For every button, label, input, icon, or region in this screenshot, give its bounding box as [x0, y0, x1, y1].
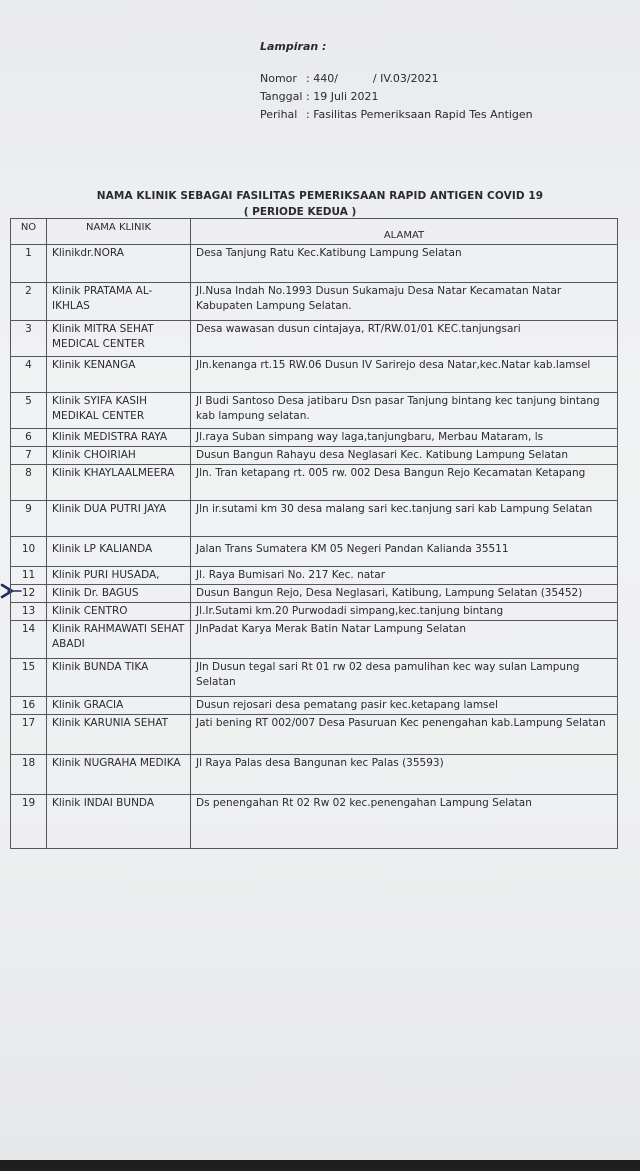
table-row — [11, 755, 618, 795]
row-number: 3 — [11, 321, 47, 357]
row-number: 6 — [11, 429, 47, 447]
table-row — [11, 585, 618, 603]
row-number: 15 — [11, 659, 47, 697]
row-number: 5 — [11, 393, 47, 429]
letter-header — [260, 38, 533, 124]
row-number: 19 — [11, 795, 47, 849]
clinic-name: Klinik SYIFA KASIH MEDIKAL CENTER — [47, 393, 191, 429]
row-number: 4 — [11, 357, 47, 393]
clinic-address: Ds penengahan Rt 02 Rw 02 kec.penengahan Lampung Selatan — [191, 795, 618, 849]
document-subtitle: ( PERIODE KEDUA ) — [243, 206, 357, 218]
table-row — [11, 321, 618, 357]
nomor-label: Nomor — [260, 72, 297, 85]
row-number: 12 — [11, 585, 47, 603]
table-row — [11, 795, 618, 849]
clinic-name: Klinik INDAI BUNDA — [47, 795, 191, 849]
table-row — [11, 715, 618, 755]
clinic-address: Jl.raya Suban simpang way laga,tanjungbaru, Merbau Mataram, ls — [191, 429, 618, 447]
clinic-address: Jln.kenanga rt.15 RW.06 Dusun IV Sarirejo desa Natar,kec.Natar kab.lamsel — [191, 357, 618, 393]
table-row — [11, 621, 618, 659]
nomor-line — [260, 70, 533, 88]
clinic-address: Desa wawasan dusun cintajaya, RT/RW.01/01 KEC.tanjungsari — [191, 321, 618, 357]
clinic-address: Jl.Ir.Sutami km.20 Purwodadi simpang,kec.tanjung bintang — [191, 603, 618, 621]
table-row — [11, 393, 618, 429]
table-row — [11, 429, 618, 447]
document-title: NAMA KLINIK SEBAGAI FASILITAS PEMERIKSAAN RAPID ANTIGEN COVID 19 — [96, 190, 544, 202]
clinic-address: Jl.Nusa Indah No.1993 Dusun Sukamaju Desa Natar Kecamatan Natar Kabupaten Lampung Selatan. — [191, 283, 618, 321]
clinic-address: Jati bening RT 002/007 Desa Pasuruan Kec penengahan kab.Lampung Selatan — [191, 715, 618, 755]
clinic-name: Klinik BUNDA TIKA — [47, 659, 191, 697]
column-header-name: NAMA KLINIK — [47, 219, 191, 245]
clinic-name: Klinik KENANGA — [47, 357, 191, 393]
row-number: 17 — [11, 715, 47, 755]
perihal-line — [260, 106, 533, 124]
table-row — [11, 465, 618, 501]
row-number: 10 — [11, 537, 47, 567]
clinic-name: Klinik MITRA SEHAT MEDICAL CENTER — [47, 321, 191, 357]
table-row — [11, 283, 618, 321]
table-row — [11, 357, 618, 393]
column-header-address: ALAMAT — [191, 219, 618, 245]
perihal-value: : Fasilitas Pemeriksaan Rapid Tes Antigen — [306, 108, 533, 121]
row-number: 7 — [11, 447, 47, 465]
tanggal-value: : 19 Juli 2021 — [306, 90, 379, 103]
column-header-no: NO — [11, 219, 47, 245]
table-row — [11, 245, 618, 283]
clinic-name: Klinik Dr. BAGUS — [47, 585, 191, 603]
clinic-name: Klinik NUGRAHA MEDIKA — [47, 755, 191, 795]
row-number: 16 — [11, 697, 47, 715]
clinic-name: Klinik MEDISTRA RAYA — [47, 429, 191, 447]
clinic-name: Klinik DUA PUTRI JAYA — [47, 501, 191, 537]
table-row — [11, 603, 618, 621]
perihal-label: Perihal — [260, 108, 298, 121]
tanggal-label: Tanggal — [260, 90, 303, 103]
clinic-name: Klinik PURI HUSADA, — [47, 567, 191, 585]
lampiran-label: Lampiran : — [260, 40, 327, 53]
row-number: 2 — [11, 283, 47, 321]
clinic-address: Jl. Raya Bumisari No. 217 Kec. natar — [191, 567, 618, 585]
photo-bottom-edge — [0, 1160, 640, 1171]
clinic-address: Dusun Bangun Rejo, Desa Neglasari, Katibung, Lampung Selatan (35452) — [191, 585, 618, 603]
row-number: 9 — [11, 501, 47, 537]
clinic-name: Klinik PRATAMA AL-IKHLAS — [47, 283, 191, 321]
clinic-table — [10, 218, 618, 849]
row-number: 14 — [11, 621, 47, 659]
clinic-name: Klinik KARUNIA SEHAT — [47, 715, 191, 755]
clinic-address: Jl Raya Palas desa Bangunan kec Palas (35593) — [191, 755, 618, 795]
table-row — [11, 501, 618, 537]
table-row — [11, 447, 618, 465]
table-row — [11, 659, 618, 697]
table-row — [11, 567, 618, 585]
clinic-address: Jl Budi Santoso Desa jatibaru Dsn pasar Tanjung bintang kec tanjung bintang kab lampung selatan. — [191, 393, 618, 429]
clinic-name: Klinik RAHMAWATI SEHAT ABADI — [47, 621, 191, 659]
clinic-address: Jln Dusun tegal sari Rt 01 rw 02 desa pamulihan kec way sulan Lampung Selatan — [191, 659, 618, 697]
table-row — [11, 697, 618, 715]
clinic-address: Jln ir.sutami km 30 desa malang sari kec.tanjung sari kab Lampung Selatan — [191, 501, 618, 537]
clinic-address: Desa Tanjung Ratu Kec.Katibung Lampung Selatan — [191, 245, 618, 283]
clinic-name: Klinikdr.NORA — [47, 245, 191, 283]
row-number: 13 — [11, 603, 47, 621]
row-number: 8 — [11, 465, 47, 501]
clinic-name: Klinik KHAYLAALMEERA — [47, 465, 191, 501]
table-row — [11, 537, 618, 567]
clinic-address: Jalan Trans Sumatera KM 05 Negeri Pandan Kalianda 35511 — [191, 537, 618, 567]
row-number: 1 — [11, 245, 47, 283]
clinic-address: Dusun rejosari desa pematang pasir kec.ketapang lamsel — [191, 697, 618, 715]
row-number: 11 — [11, 567, 47, 585]
nomor-value: : 440/ / IV.03/2021 — [306, 72, 439, 85]
clinic-address: JlnPadat Karya Merak Batin Natar Lampung Selatan — [191, 621, 618, 659]
clinic-name: Klinik LP KALIANDA — [47, 537, 191, 567]
clinic-address: Dusun Bangun Rahayu desa Neglasari Kec. Katibung Lampung Selatan — [191, 447, 618, 465]
clinic-address: Jln. Tran ketapang rt. 005 rw. 002 Desa Bangun Rejo Kecamatan Ketapang — [191, 465, 618, 501]
clinic-name: Klinik CENTRO — [47, 603, 191, 621]
table-header-row — [11, 219, 618, 245]
tanggal-line — [260, 88, 533, 106]
clinic-name: Klinik GRACIA — [47, 697, 191, 715]
clinic-name: Klinik CHOIRIAH — [47, 447, 191, 465]
row-number: 18 — [11, 755, 47, 795]
